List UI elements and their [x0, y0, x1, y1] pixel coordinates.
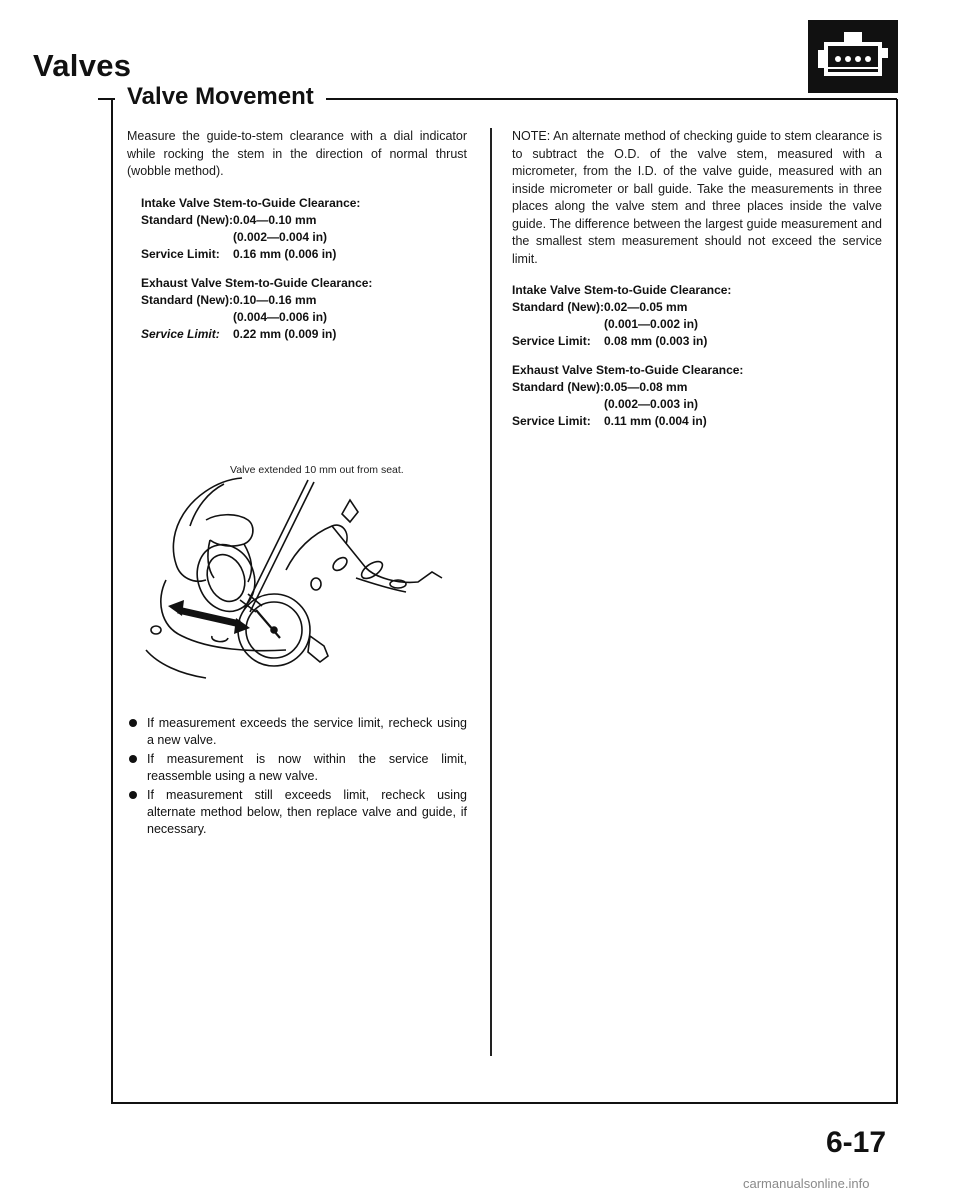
intake-limit-row [512, 333, 882, 350]
standard-label: Standard (New): [141, 212, 234, 227]
frame-line [111, 1102, 898, 1104]
limit-value: 0.16 mm (0.006 in) [233, 246, 337, 261]
list-item-text: If measurement is now within the service limit, reassemble using a new valve. [147, 752, 467, 783]
standard-value: 0.04—0.10 mm [233, 212, 317, 227]
right-column [512, 128, 882, 442]
exhaust-standard-row [141, 292, 467, 309]
standard-inch-value: (0.002—0.003 in) [604, 397, 699, 411]
exhaust-spec [141, 275, 467, 343]
list-item [125, 751, 467, 785]
list-item [125, 715, 467, 749]
limit-value: 0.22 mm (0.009 in) [233, 326, 337, 341]
intake-spec-heading: Intake Valve Stem-to-Guide Clearance: [141, 195, 361, 210]
exhaust-limit-row [141, 326, 467, 343]
exhaust-spec [512, 362, 882, 430]
standard-inch-value: (0.001—0.002 in) [604, 317, 699, 331]
bullet-icon [129, 755, 137, 763]
exhaust-spec-heading: Exhaust Valve Stem-to-Guide Clearance: [512, 363, 744, 377]
intake-spec [512, 282, 882, 350]
watermark-text: carmanualsonline.info [743, 1176, 870, 1191]
instruction-list [125, 715, 467, 840]
exhaust-standard-row [512, 379, 882, 396]
list-item-text: If measurement still exceeds limit, recheck using alternate method below, then replace valve and guide, if necessary. [147, 788, 467, 836]
intake-standard-row [512, 299, 882, 316]
standard-value: 0.05—0.08 mm [604, 380, 688, 394]
standard-label: Standard (New): [512, 300, 605, 314]
limit-label: Service Limit: [141, 326, 220, 341]
intake-spec-heading: Intake Valve Stem-to-Guide Clearance: [512, 283, 732, 297]
limit-label: Service Limit: [141, 246, 220, 261]
dial-indicator-illustration [136, 460, 468, 690]
limit-label: Service Limit: [512, 414, 591, 428]
standard-value: 0.02—0.05 mm [604, 300, 688, 314]
list-item-text: If measurement exceeds the service limit, recheck using a new valve. [147, 716, 467, 747]
standard-label: Standard (New): [512, 380, 605, 394]
limit-value: 0.11 mm (0.004 in) [604, 414, 707, 428]
intake-standard-row [141, 212, 467, 229]
frame-line [111, 99, 113, 1104]
section-heading: Valve Movement [115, 83, 326, 111]
limit-value: 0.08 mm (0.003 in) [604, 334, 708, 348]
figure-caption: Valve extended 10 mm out from seat. [230, 464, 404, 476]
page-title: Valves [33, 48, 132, 83]
bullet-icon [129, 791, 137, 799]
column-divider [490, 128, 492, 1056]
bullet-icon [129, 719, 137, 727]
standard-label: Standard (New): [141, 292, 234, 307]
standard-value: 0.10—0.16 mm [233, 292, 317, 307]
page-number: 6-17 [826, 1126, 887, 1159]
limit-label: Service Limit: [512, 334, 591, 348]
exhaust-spec-heading: Exhaust Valve Stem-to-Guide Clearance: [141, 275, 373, 290]
exhaust-limit-row [512, 413, 882, 430]
intake-limit-row [141, 246, 467, 263]
standard-inch-value: (0.004—0.006 in) [233, 309, 328, 324]
engine-icon [808, 20, 898, 93]
left-column [127, 128, 467, 355]
frame-line [896, 99, 898, 1104]
list-item [125, 787, 467, 838]
intro-paragraph: Measure the guide-to-stem clearance with a dial indicator while rocking the stem in the direction of normal thrust (wobble method). [127, 129, 467, 178]
intake-spec [141, 195, 467, 263]
note-paragraph: NOTE: An alternate method of checking guide to stem clearance is to subtract the O.D. of the valve stem, measured with a micrometer, from the I.D. of the valve guide, measured with an inside micrometer or ball guide. Take the measurements in three places along the valve stem and three places inside the valve guide. The difference between the largest guide measurement and the smallest stem measurement should not exceed the service limit. [512, 129, 882, 266]
standard-inch-value: (0.002—0.004 in) [233, 229, 328, 244]
